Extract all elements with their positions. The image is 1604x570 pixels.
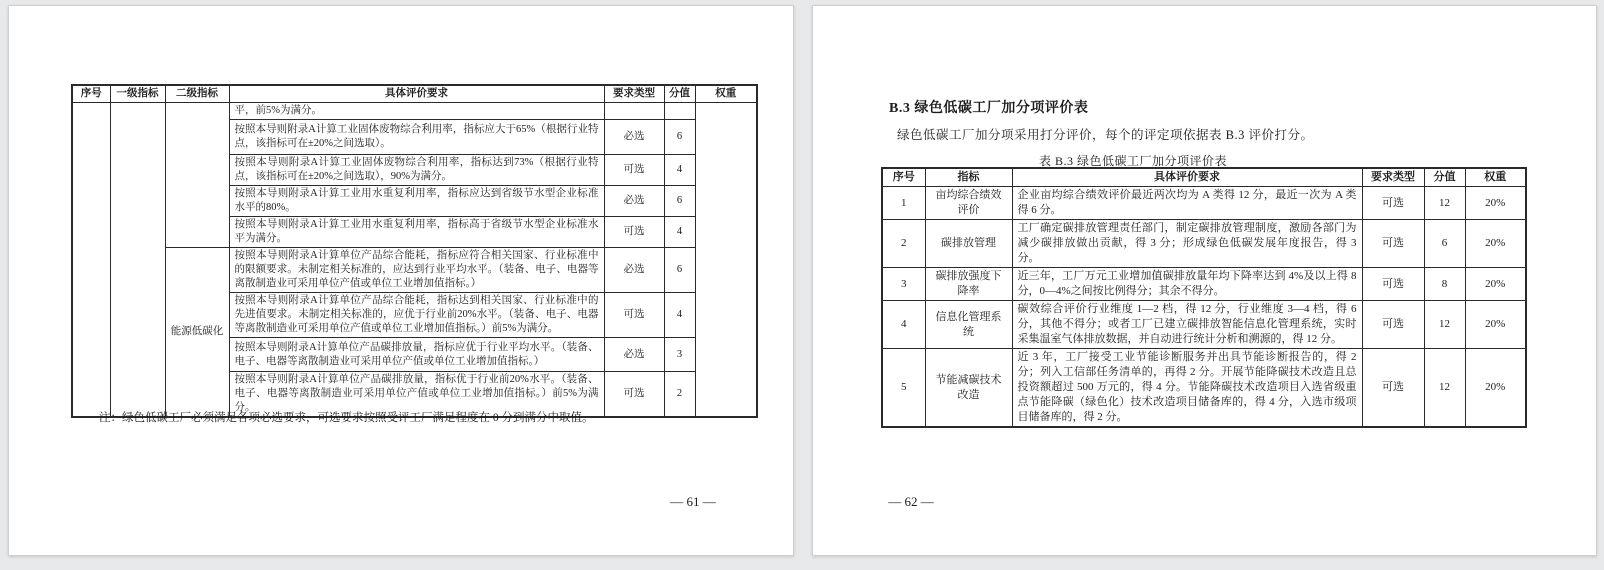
intro-paragraph: 绿色低碳工厂加分项采用打分评价，每个的评定项依据表 B.3 评价打分。 bbox=[897, 128, 1314, 142]
weight-cell: 20% bbox=[1465, 268, 1526, 301]
col-header-serial: 序号 bbox=[882, 168, 925, 187]
table-row bbox=[72, 103, 757, 120]
weight-cell bbox=[695, 103, 757, 418]
table-header-row bbox=[72, 85, 757, 103]
score-cell: 4 bbox=[664, 293, 695, 338]
requirement-cell: 碳效综合评价行业维度 1—2 档，得 12 分，行业维度 3—4 档，得 6 分，其他不得分；或者工厂已建立碳排放智能信息化管理系统，实时采集温室气体排放数据，并自动进行统计分析和溯源的，得 12 分。 bbox=[1012, 301, 1362, 349]
type-cell: 必选 bbox=[604, 120, 664, 155]
requirement-cell: 按照本导则附录A计算工业固体废物综合利用率，指标达到73%（根据行业特点，该指标可在±20%之间选取），90%为满分。 bbox=[229, 155, 604, 186]
indicator-cell: 节能减碳技术改造 bbox=[925, 349, 1012, 428]
table-footnote: 注：绿色低碳工厂必须满足各项必选要求，可选要求按照受评工厂满足程度在 0 分到满分中取值。 bbox=[99, 412, 594, 424]
bonus-items-table bbox=[881, 167, 1527, 428]
score-cell: 8 bbox=[1424, 268, 1465, 301]
col-header-requirement: 具体评价要求 bbox=[229, 85, 604, 103]
type-cell: 可选 bbox=[604, 155, 664, 186]
serial-cell: 5 bbox=[882, 349, 925, 428]
document-page-62 bbox=[812, 5, 1597, 556]
requirement-cell: 企业亩均综合绩效评价最近两次均为 A 类得 12 分，最近一次为 A 类得 6 分。 bbox=[1012, 187, 1362, 220]
score-cell: 4 bbox=[664, 217, 695, 248]
serial-cell: 1 bbox=[882, 187, 925, 220]
requirement-cell: 平，前5%为满分。 bbox=[229, 103, 604, 120]
level2-indicator-cell-energy: 能源低碳化 bbox=[165, 248, 229, 418]
table-row bbox=[882, 301, 1526, 349]
score-cell: 6 bbox=[664, 120, 695, 155]
col-header-level1: 一级指标 bbox=[110, 85, 165, 103]
score-cell: 2 bbox=[664, 372, 695, 418]
type-cell: 可选 bbox=[1362, 301, 1424, 349]
requirement-cell: 按照本导则附录A计算工业用水重复利用率，指标高于省级节水型企业标准水平为满分。 bbox=[229, 217, 604, 248]
table-row bbox=[882, 349, 1526, 428]
type-cell: 可选 bbox=[604, 293, 664, 338]
evaluation-requirements-table bbox=[71, 84, 758, 418]
col-header-requirement: 具体评价要求 bbox=[1012, 168, 1362, 187]
table-row bbox=[882, 187, 1526, 220]
type-cell: 可选 bbox=[604, 217, 664, 248]
col-header-score: 分值 bbox=[664, 85, 695, 103]
level2-indicator-cell-top bbox=[165, 103, 229, 248]
type-cell: 可选 bbox=[1362, 187, 1424, 220]
indicator-cell: 信息化管理系统 bbox=[925, 301, 1012, 349]
requirement-cell: 按照本导则附录A计算单位产品碳排放量，指标优于行业前20%水平。（装备、电子、电器等离散制造业可采用单位产值或单位工业增加值指标。）前5%为满分。 bbox=[229, 372, 604, 418]
type-cell: 可选 bbox=[604, 372, 664, 418]
col-header-serial: 序号 bbox=[72, 85, 110, 103]
col-header-weight: 权重 bbox=[695, 85, 757, 103]
requirement-cell: 按照本导则附录A计算单位产品碳排放量，指标应优于行业平均水平。（装备、电子、电器等离散制造业可采用单位产值或单位工业增加值指标。） bbox=[229, 338, 604, 372]
indicator-cell: 碳排放强度下降率 bbox=[925, 268, 1012, 301]
score-cell: 6 bbox=[664, 248, 695, 293]
document-page-61 bbox=[8, 5, 794, 556]
col-header-type: 要求类型 bbox=[1362, 168, 1424, 187]
requirement-cell: 近三年，工厂万元工业增加值碳排放量年均下降率达到 4%及以上得 8 分，0—4%之间按比例得分；其余不得分。 bbox=[1012, 268, 1362, 301]
serial-cell: 3 bbox=[882, 268, 925, 301]
weight-cell: 20% bbox=[1465, 349, 1526, 428]
type-cell: 必选 bbox=[604, 186, 664, 217]
page-number-61: — 61 — bbox=[670, 494, 716, 509]
col-header-score: 分值 bbox=[1424, 168, 1465, 187]
type-cell bbox=[604, 103, 664, 120]
serial-cell: 4 bbox=[882, 301, 925, 349]
table-row bbox=[882, 220, 1526, 268]
indicator-cell: 碳排放管理 bbox=[925, 220, 1012, 268]
serial-cell: 2 bbox=[882, 220, 925, 268]
score-cell: 6 bbox=[664, 186, 695, 217]
score-cell: 4 bbox=[664, 155, 695, 186]
weight-cell: 20% bbox=[1465, 187, 1526, 220]
type-cell: 必选 bbox=[604, 338, 664, 372]
score-cell: 12 bbox=[1424, 349, 1465, 428]
type-cell: 可选 bbox=[1362, 349, 1424, 428]
score-cell: 12 bbox=[1424, 187, 1465, 220]
weight-cell: 20% bbox=[1465, 220, 1526, 268]
table-header-row bbox=[882, 168, 1526, 187]
type-cell: 可选 bbox=[1362, 268, 1424, 301]
col-header-indicator: 指标 bbox=[925, 168, 1012, 187]
section-heading-b3: B.3 绿色低碳工厂加分项评价表 bbox=[889, 101, 1089, 116]
col-header-type: 要求类型 bbox=[604, 85, 664, 103]
table-caption-b3: 表 B.3 绿色低碳工厂加分项评价表 bbox=[1038, 154, 1227, 168]
requirement-cell: 按照本导则附录A计算单位产品综合能耗，指标达到相关国家、行业标准中的先进值要求。未制定相关标准的，应优于行业前20%水平。（装备、电子、电器等离散制造业可采用单位产值或单位工业增加值指标。）前5%为满分。 bbox=[229, 293, 604, 338]
page-number-62: — 62 — bbox=[888, 494, 934, 509]
requirement-cell: 工厂确定碳排放管理责任部门，制定碳排放管理制度，激励各部门为减少碳排放做出贡献，得 3 分；形成绿色低碳发展年度报告，得 3 分。 bbox=[1012, 220, 1362, 268]
requirement-cell: 按照本导则附录A计算工业用水重复利用率，指标应达到省级节水型企业标准水平的80%。 bbox=[229, 186, 604, 217]
table-row bbox=[72, 248, 757, 293]
requirement-cell: 按照本导则附录A计算单位产品综合能耗，指标应符合相关国家、行业标准中的限额要求。未制定相关标准的，应达到行业平均水平。（装备、电子、电器等离散制造业可采用单位产值或单位工业增加值指标。） bbox=[229, 248, 604, 293]
serial-cell bbox=[72, 103, 110, 418]
type-cell: 必选 bbox=[604, 248, 664, 293]
level1-indicator-cell bbox=[110, 103, 165, 418]
weight-cell: 20% bbox=[1465, 301, 1526, 349]
requirement-cell: 按照本导则附录A计算工业固体废物综合利用率，指标应大于65%（根据行业特点，该指标可在±20%之间选取）。 bbox=[229, 120, 604, 155]
score-cell: 3 bbox=[664, 338, 695, 372]
type-cell: 可选 bbox=[1362, 220, 1424, 268]
col-header-level2: 二级指标 bbox=[165, 85, 229, 103]
score-cell: 6 bbox=[1424, 220, 1465, 268]
table-row bbox=[882, 268, 1526, 301]
requirement-cell: 近 3 年，工厂接受工业节能诊断服务并出具节能诊断报告的，得 2 分；列入工信部任务清单的，再得 2 分。开展节能降碳技术改造且总投资额超过 500 万元的，得 4 分。节能降碳技术改造项目入选省级重点节能降碳（绿色化）技术改造项目储备库的，得 4 分，入选市级项目储备库的，得 2 分。 bbox=[1012, 349, 1362, 428]
score-cell bbox=[664, 103, 695, 120]
indicator-cell: 亩均综合绩效评价 bbox=[925, 187, 1012, 220]
col-header-weight: 权重 bbox=[1465, 168, 1526, 187]
score-cell: 12 bbox=[1424, 301, 1465, 349]
